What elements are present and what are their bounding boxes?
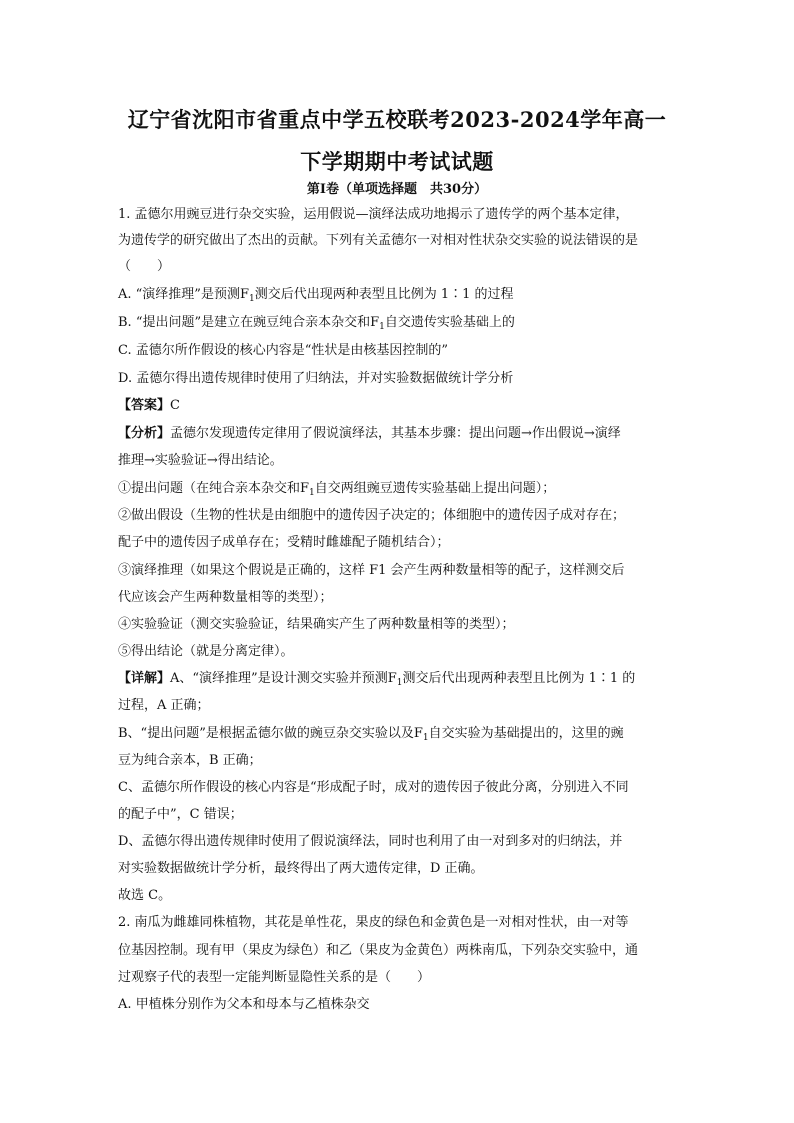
q1-detail-b-line-1: B、“提出问题”是根据孟德尔做的豌豆杂交实验以及$F_1$自交实验为基础提出的，这里的豌 [118, 726, 624, 743]
q1-step-2-line-2: 配子中的遗传因子成单存在；受精时雌雄配子随机结合）； [118, 535, 450, 550]
q1-step-5: ⑤得出结论（就是分离定律）。 [118, 644, 294, 659]
q1-detail-c-line-1: C、孟德尔所作假设的核心内容是“形成配子时，成对的遗传因子彼此分离，分别进入不同 [118, 780, 629, 795]
q1-answer: 【答案】C [118, 398, 180, 413]
q1-step-4: ④实验验证（测交实验验证，结果确实产生了两种数量相等的类型）； [118, 617, 515, 632]
q1-analysis-line-1: 【分析】孟德尔发现遗传定律用了假说演绎法，其基本步骤：提出问题→作出假说→演绎 [118, 426, 621, 441]
q1-option-b: B. “提出问题”是建立在豌豆纯合亲本杂交和$F_1$自交遗传实验基础上的 [118, 315, 515, 332]
q1-detail-a-line-2: 过程，A 正确； [118, 698, 210, 713]
q1-step-3-line-2: 代应该会产生两种数量相等的类型）； [118, 590, 333, 605]
q1-detail-d-line-1: D、孟德尔得出遗传规律时使用了假说演绎法，同时也利用了由一对到多对的归纳法，并 [118, 834, 623, 849]
q1-option-a: A. “演绎推理”是预测$F_1$测交后代出现两种表型且比例为 1∶1 的过程 [118, 287, 514, 304]
document-title-line-1: 辽宁省沈阳市省重点中学五校联考2023-2024学年高一 [127, 107, 667, 132]
q1-conclusion: 故选 C。 [118, 888, 172, 903]
q2-option-a: A. 甲植株分别作为父本和母本与乙植株杂交 [118, 997, 370, 1012]
q1-step-3-line-1: ③演绎推理（如果这个假说是正确的，这样 F1 会产生两种数量相等的配子，这样测交后 [118, 563, 625, 578]
q1-option-c: C. 孟德尔所作假设的核心内容是“性状是由核基因控制的” [118, 343, 449, 358]
q1-step-2-line-1: ②做出假设（生物的性状是由细胞中的遗传因子决定的；体细胞中的遗传因子成对存在； [118, 508, 626, 523]
q1-stem-line-2: 为遗传学的研究做出了杰出的贡献。下列有关孟德尔一对相对性状杂交实验的说法错误的是 [118, 233, 639, 248]
section-heading: 第Ⅰ卷（单项选择题 共30分） [306, 182, 488, 197]
q1-detail-b-line-2: 豆为纯合亲本，B 正确； [118, 753, 262, 768]
q1-analysis-line-2: 推理→实验验证→得出结论。 [118, 453, 283, 468]
q1-detail-c-line-2: 的配子中”，C 错误； [118, 807, 243, 822]
q1-detail-d-line-2: 对实验数据做统计学分析，最终得出了两大遗传定律，D 正确。 [118, 861, 484, 876]
q1-option-d: D. 孟德尔得出遗传规律时使用了归纳法，并对实验数据做统计学分析 [118, 371, 514, 386]
q1-stem-line-3: （ ） [118, 259, 171, 274]
q2-stem-line-3: 过观察子代的表型一定能判断显隐性关系的是（ ） [118, 970, 431, 985]
document-title-line-2: 下学期期中考试试题 [300, 149, 494, 174]
q1-detail-a-line-1: 【详解】A、“演绎推理”是设计测交实验并预测$F_1$测交后代出现两种表型且比例为 1∶1 的 [118, 671, 636, 688]
q2-stem-line-2: 位基因控制。现有甲（果皮为绿色）和乙（果皮为金黄色）两株南瓜，下列杂交实验中，通 [118, 943, 639, 958]
q1-step-1: ①提出问题（在纯合亲本杂交和$F_1$自交两组豌豆遗传实验基础上提出问题）； [118, 481, 556, 498]
q1-stem-line-1: 1. 孟德尔用豌豆进行杂交实验，运用假说—演绎法成功地揭示了遗传学的两个基本定律， [118, 207, 629, 222]
q2-stem-line-1: 2. 南瓜为雌雄同株植物，其花是单性花，果皮的绿色和金黄色是一对相对性状，由一对等 [118, 915, 629, 930]
